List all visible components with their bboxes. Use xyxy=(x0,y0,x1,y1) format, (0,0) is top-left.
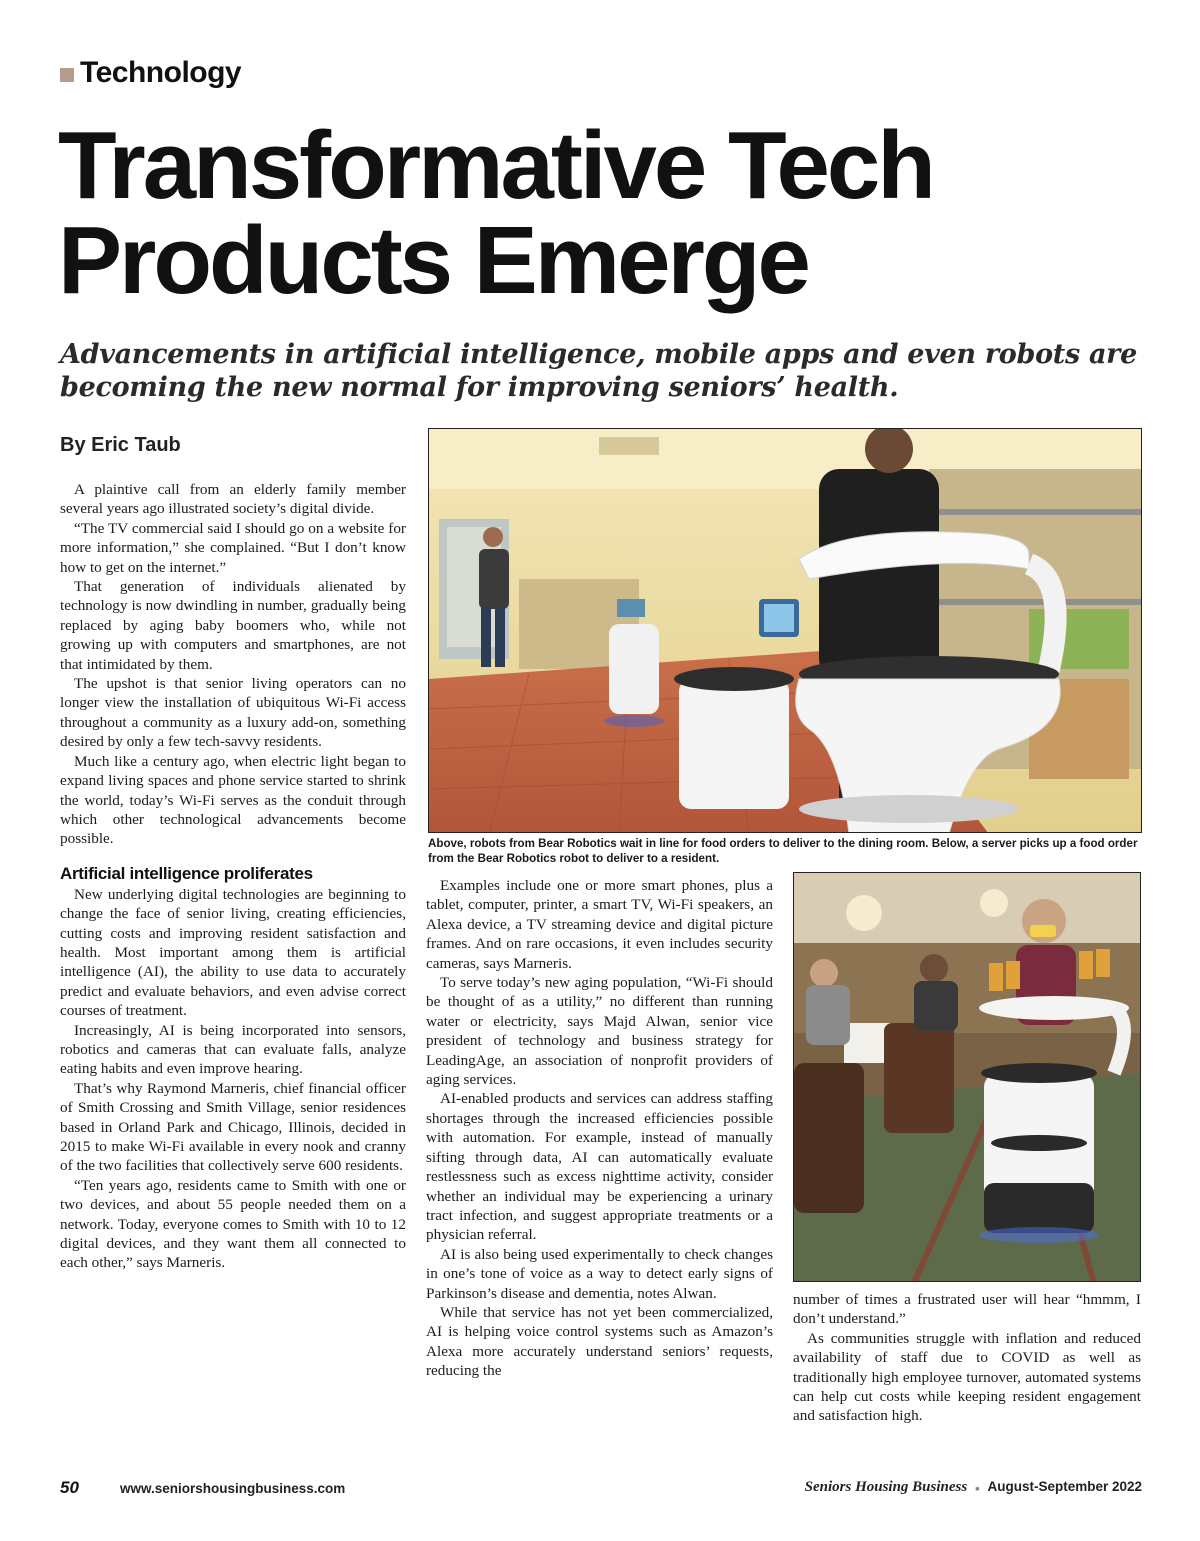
article-column-3 xyxy=(793,1290,1141,1426)
page-number: 50 xyxy=(60,1478,79,1497)
headline xyxy=(58,112,1158,314)
paragraph: While that service has not yet been commercialized, AI is helping voice control systems such as Amazon’s Alexa more accurately understand seniors’ requests, reducing the xyxy=(426,1303,773,1380)
paragraph: AI is also being used experimentally to check changes in one’s tone of voice as a way to detect early signs of Parkinson’s disease and dementia, notes Alwan. xyxy=(426,1245,773,1302)
subhead: Artificial intelligence proliferates xyxy=(60,863,313,883)
paragraph: The upshot is that senior living operators can no longer view the installation of ubiquitous Wi-Fi access throughout a community as a luxury add-on, something desired by only a few tech-savvy residents. xyxy=(60,675,406,751)
paragraph: A plaintive call from an elderly family member several years ago illustrated society’s digital divide. xyxy=(60,481,406,518)
footer-publication-info xyxy=(805,1479,1142,1496)
paragraph: New underlying digital technologies are beginning to change the face of senior living, creating efficiencies, cutting costs and improving resident satisfaction and health. Most important among them is artificial intelligence (AI), the ability to use data to accurately predict and evaluate behaviors, and even advise correct courses of treatment. xyxy=(60,885,406,1020)
paragraph: Much like a century ago, when electric light began to expand living spaces and phone service started to shrink the world, today’s Wi-Fi serves as the conduit through which other technological advancements become possible. xyxy=(60,752,406,848)
website-url: www.seniorshousingbusiness.com xyxy=(120,1481,346,1496)
byline: By Eric Taub xyxy=(60,434,181,456)
headline-line-2: Products Emerge xyxy=(58,207,808,314)
robots-kitchen-photo xyxy=(428,428,1142,833)
article-column-2 xyxy=(426,876,773,1381)
article-column-1 xyxy=(60,480,406,1273)
publication-name: Seniors Housing Business xyxy=(804,1479,968,1495)
section-tag xyxy=(60,56,241,90)
paragraph: That generation of individuals alienated by technology is now dwindling in number, gradually being replaced by aging baby boomers who, while not growing up with computers and smartphones, are not that intimidated by them. xyxy=(60,578,406,673)
paragraph: Increasingly, AI is being incorporated into sensors, robotics and cameras that can evaluate falls, analyze eating habits and even improve hearing. xyxy=(60,1021,406,1078)
dining-room-illustration xyxy=(794,873,1141,1282)
paragraph: “The TV commercial said I should go on a website for more information,” she complained. “But I don’t know how to get on the internet.” xyxy=(60,519,406,576)
paragraph: Examples include one or more smart phones, plus a tablet, computer, printer, a smart TV, Wi-Fi speakers, an Alexa device, a TV streaming device and digital picture frames. And on rare occasions, it even includes security cameras, says Marneris. xyxy=(426,877,773,972)
separator-icon: ■ xyxy=(975,1486,980,1493)
paragraph: number of times a frustrated user will hear “hmmm, I don’t understand.” xyxy=(793,1291,1141,1328)
paragraph: To serve today’s new aging population, “Wi-Fi should be thought of as a utility,” no different than running water or electricity, says Majd Alwan, senior vice president of technology and business strategy for LeadingAge, an association of nonprofit providers of aging services. xyxy=(426,974,773,1089)
deck-subtitle: Advancements in artificial intelligence, mobile apps and even robots are becoming the new normal for improving seniors’ health. xyxy=(60,339,1137,403)
robots-kitchen-illustration xyxy=(429,429,1142,833)
headline-line-1: Transformative Tech xyxy=(58,112,933,219)
paragraph: “Ten years ago, residents came to Smith with one or two devices, and about 55 people needed them on a network. Today, everyone comes to Smith with 10 to 12 digital devices, and they want them all connected to each other,” says Marneris. xyxy=(60,1176,406,1272)
dining-room-robot-photo xyxy=(793,872,1141,1282)
paragraph: AI-enabled products and services can address staffing shortages through the increased efficiencies possible with automation. For example, instead of manually sifting through data, AI can automatically evaluate restlessness such as excess nighttime activity, consider whether an individual may be experiencing a urinary tract infection, and suggest appropriate treatments or a physician referral. xyxy=(426,1090,773,1244)
paragraph: That’s why Raymond Marneris, chief financial officer of Smith Crossing and Smith Village, senior residences based in Orland Park and Chicago, Illinois, decided in 2015 to make Wi-Fi available in every nook and cranny of the two facilities that collectively serve 600 residents. xyxy=(60,1079,406,1175)
paragraph: As communities struggle with inflation and reduced availability of staff due to COVID as well as traditionally high employee turnover, automated systems can help cut costs while keeping resident engagement and satisfaction high. xyxy=(793,1329,1141,1425)
section-label: Technology xyxy=(80,56,242,89)
issue-date: August-September 2022 xyxy=(987,1479,1142,1494)
photo-caption: Above, robots from Bear Robotics wait in line for food orders to deliver to the dining room. Below, a server picks up a food order from the Bear Robotics robot to deliver to a resident. xyxy=(428,837,1138,865)
section-square-icon xyxy=(60,68,74,82)
